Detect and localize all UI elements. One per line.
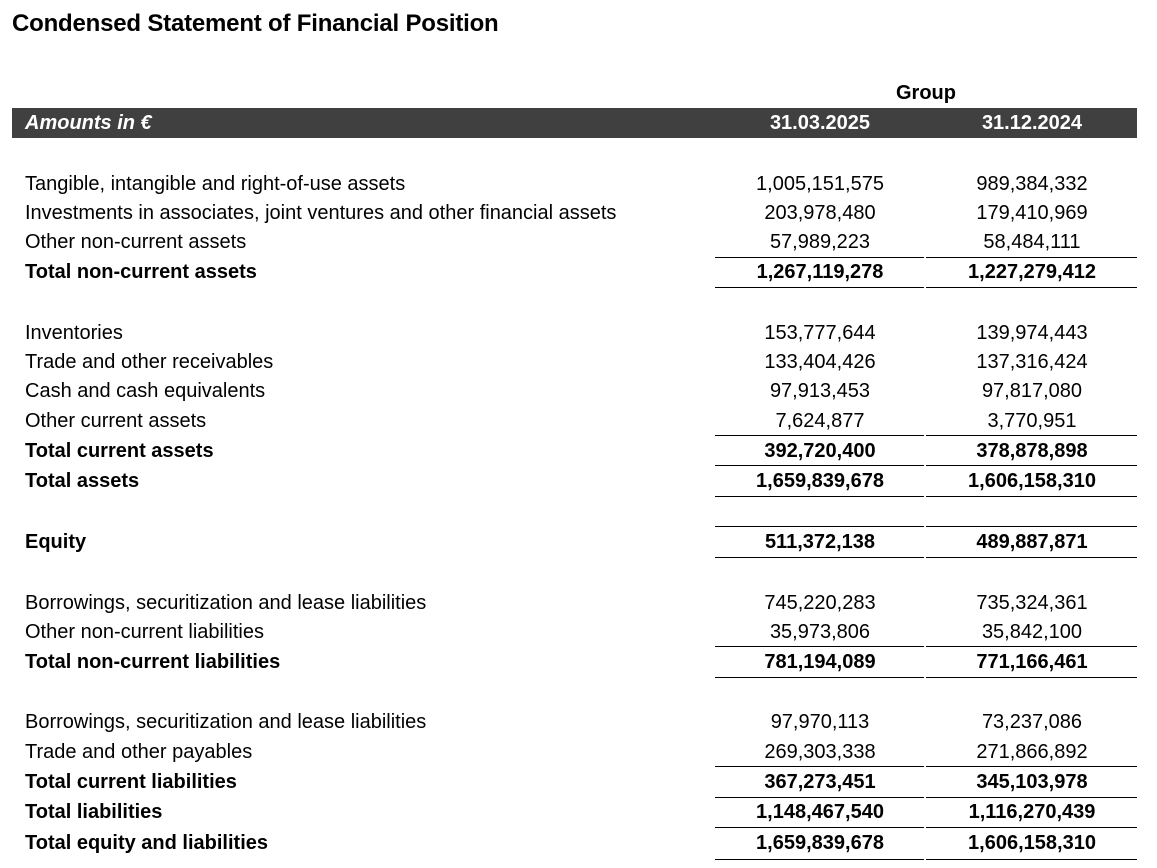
column-heading-2024: 31.12.2024 [981,112,1083,134]
row-value-2024: 73,237,086 [981,711,1083,733]
row-label: Trade and other receivables [25,351,274,373]
table-row [12,348,1137,378]
row-label: Total non-current assets [25,261,257,283]
row-label: Other non-current assets [25,231,247,253]
divider [926,465,1137,466]
row-value-2025: 1,659,839,678 [756,470,884,492]
total-row [12,768,1137,798]
row-value-2024: 345,103,978 [976,771,1088,793]
divider [926,859,1137,860]
row-label: Equity [25,531,87,553]
row-label: Total non-current liabilities [25,651,281,673]
total-row [12,798,1137,828]
total-row [12,258,1137,288]
row-value-2025: 153,777,644 [764,322,876,344]
divider [715,766,924,767]
table-header [12,108,1137,138]
row-label: Total liabilities [25,801,163,823]
table-row [12,319,1137,349]
row-value-2024: 1,227,279,412 [968,261,1096,283]
divider [715,557,924,558]
divider [926,526,1137,527]
total-row [12,829,1137,859]
group-column-heading: Group [896,82,956,104]
row-value-2024: 137,316,424 [976,351,1088,373]
divider [715,859,924,860]
row-value-2024: 3,770,951 [987,410,1077,432]
row-value-2025: 1,659,839,678 [756,832,884,854]
row-label: Total current liabilities [25,771,237,793]
row-value-2024: 989,384,332 [976,173,1088,195]
total-row [12,467,1137,497]
divider [715,526,924,527]
divider [715,677,924,678]
row-value-2025: 269,303,338 [764,741,876,763]
row-label: Total equity and liabilities [25,832,268,854]
row-value-2025: 511,372,138 [764,531,876,553]
row-value-2024: 179,410,969 [976,202,1088,224]
divider [715,646,924,647]
total-row [12,437,1137,467]
row-value-2025: 7,624,877 [775,410,865,432]
row-value-2025: 57,989,223 [769,231,871,253]
divider [926,557,1137,558]
divider [715,287,924,288]
table-row [12,738,1137,768]
row-value-2025: 35,973,806 [769,621,871,643]
divider [715,827,924,828]
row-value-2024: 1,606,158,310 [968,832,1096,854]
row-label: Inventories [25,322,123,344]
row-value-2024: 1,116,270,439 [968,801,1096,823]
divider [926,677,1137,678]
row-label: Tangible, intangible and right-of-use assets [25,173,406,195]
divider [926,435,1137,436]
row-value-2025: 1,148,467,540 [756,801,884,823]
row-value-2025: 781,194,089 [764,651,876,673]
table-row [12,228,1137,258]
row-label: Trade and other payables [25,741,253,763]
row-value-2025: 392,720,400 [764,440,876,462]
row-value-2024: 35,842,100 [981,621,1083,643]
column-heading-2025: 31.03.2025 [769,112,871,134]
row-value-2025: 203,978,480 [764,202,876,224]
row-value-2024: 771,166,461 [976,651,1088,673]
page-title: Condensed Statement of Financial Position [12,10,499,37]
row-label: Other current assets [25,410,207,432]
row-value-2024: 489,887,871 [976,531,1088,553]
divider [926,766,1137,767]
row-value-2024: 58,484,111 [983,231,1081,253]
table-row [12,170,1137,200]
row-label: Cash and cash equivalents [25,380,266,402]
row-label: Borrowings, securitization and lease liabilities [25,711,427,733]
row-value-2025: 97,970,113 [770,711,870,733]
amounts-label: Amounts in € [25,112,152,134]
divider [926,496,1137,497]
total-row [12,528,1137,558]
row-label: Total current assets [25,440,214,462]
row-value-2025: 97,913,453 [769,380,871,402]
divider [715,465,924,466]
row-label: Total assets [25,470,140,492]
divider [926,287,1137,288]
table-row [12,407,1137,437]
row-label: Borrowings, securitization and lease liabilities [25,592,427,614]
row-value-2024: 378,878,898 [976,440,1088,462]
row-value-2024: 97,817,080 [981,380,1083,402]
divider [926,827,1137,828]
row-value-2024: 139,974,443 [976,322,1088,344]
total-row [12,648,1137,678]
table-row [12,708,1137,738]
table-row [12,618,1137,648]
row-value-2025: 367,273,451 [764,771,876,793]
divider [715,496,924,497]
row-label: Investments in associates, joint ventures and other financial assets [25,202,617,224]
row-value-2025: 1,267,119,278 [756,261,884,283]
table-row [12,199,1137,229]
divider [715,435,924,436]
table-row [12,377,1137,407]
row-value-2024: 1,606,158,310 [968,470,1096,492]
row-label: Other non-current liabilities [25,621,264,643]
row-value-2025: 133,404,426 [764,351,876,373]
divider [926,646,1137,647]
row-value-2025: 745,220,283 [764,592,876,614]
row-value-2025: 1,005,151,575 [756,173,884,195]
row-value-2024: 271,866,892 [976,741,1088,763]
table-row [12,589,1137,619]
row-value-2024: 735,324,361 [976,592,1088,614]
